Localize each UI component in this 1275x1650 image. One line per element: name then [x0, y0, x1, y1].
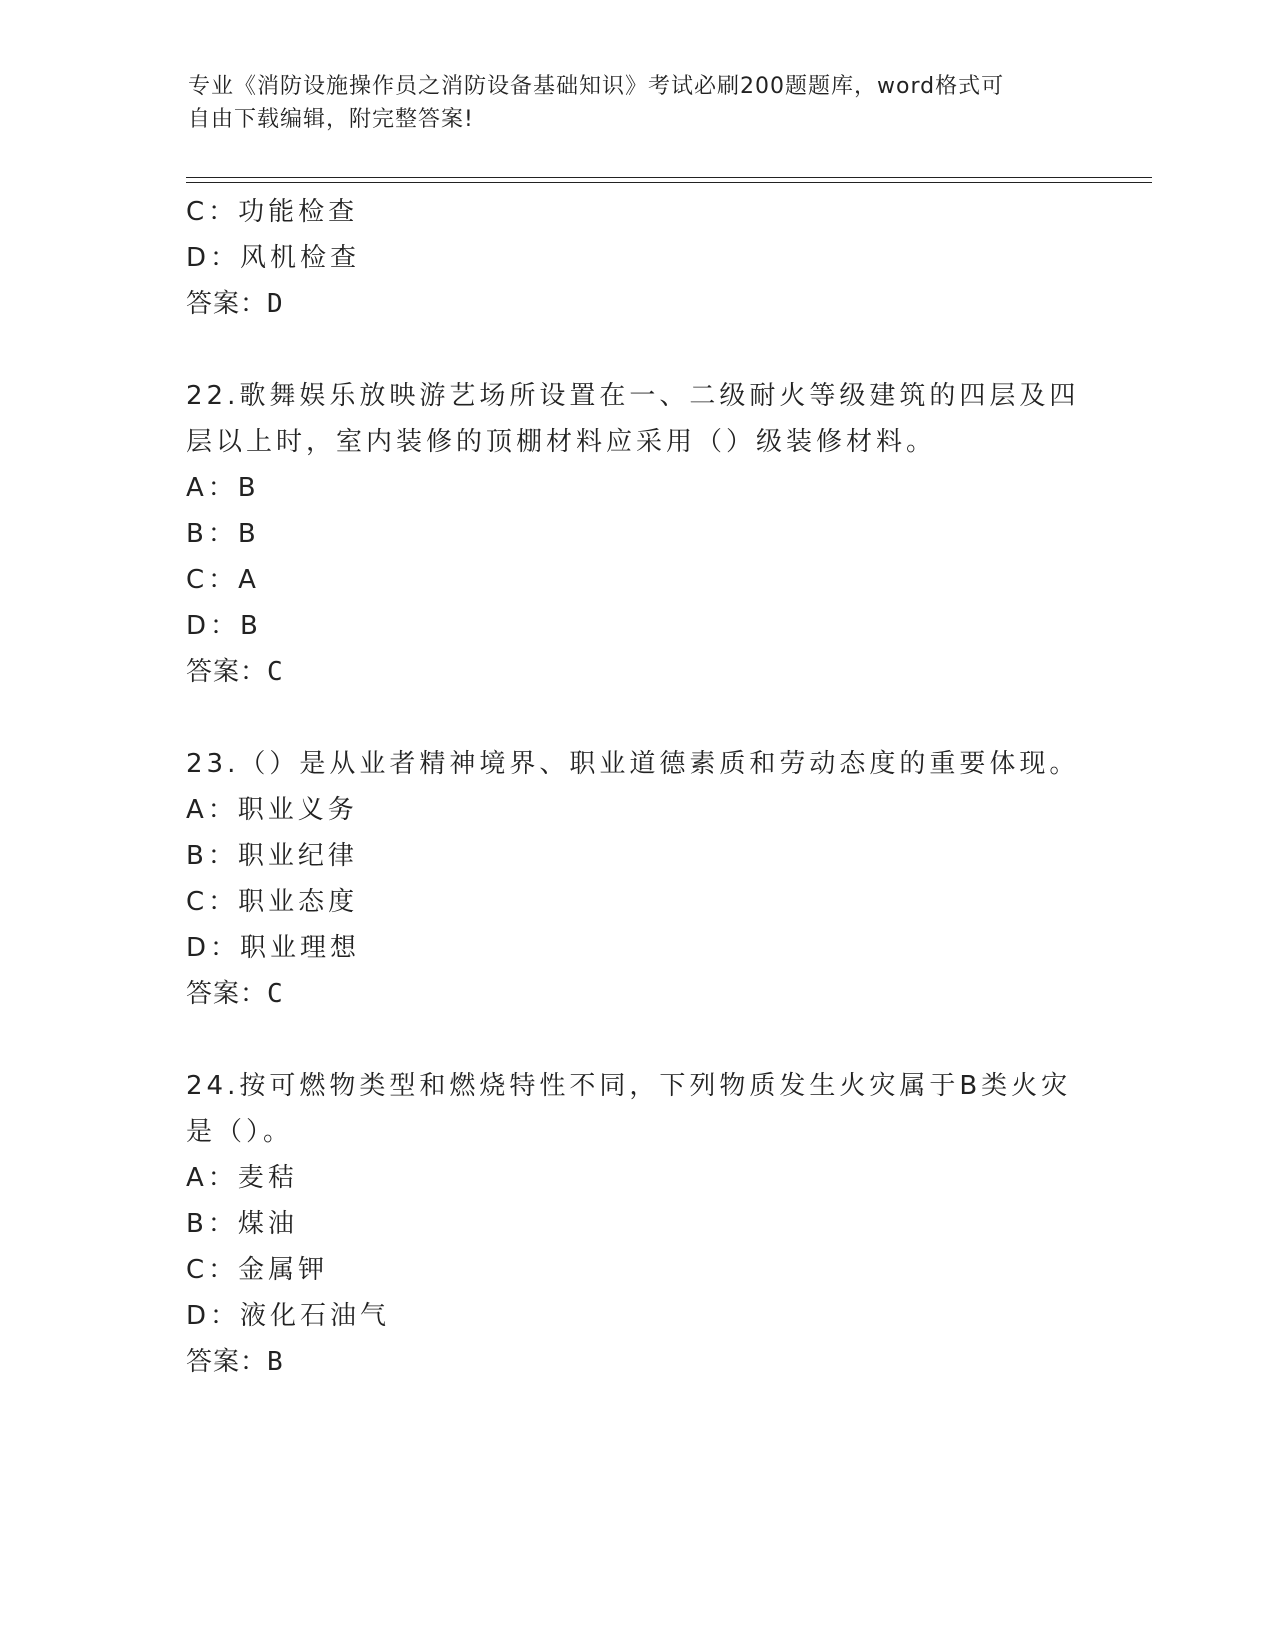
- option-d: D：职业理想: [186, 933, 361, 963]
- question-21-continued: [186, 189, 1086, 327]
- answer-line: 答案：C: [186, 657, 284, 687]
- header-divider-top: [186, 177, 1152, 178]
- answer-line: 答案：B: [186, 1347, 284, 1377]
- option-b: B：B: [186, 519, 260, 549]
- option-c: C：职业态度: [186, 887, 359, 917]
- question-24: [186, 1063, 1086, 1385]
- question-23: [186, 741, 1086, 1017]
- option-a: A：麦秸: [186, 1163, 298, 1193]
- option-d: D：B: [186, 611, 262, 641]
- option-c: C：功能检查: [186, 197, 359, 227]
- question-list: [186, 189, 1086, 1385]
- option-a: A：B: [186, 473, 260, 503]
- header-line-1: 专业《消防设施操作员之消防设备基础知识》考试必刷200题题库，word格式可: [188, 74, 1005, 99]
- document-header: [188, 70, 1088, 136]
- option-b: B：煤油: [186, 1209, 298, 1239]
- question-stem: 23.（）是从业者精神境界、职业道德素质和劳动态度的重要体现。: [186, 749, 1080, 779]
- option-c: C：A: [186, 565, 260, 595]
- header-divider-bottom: [186, 182, 1152, 183]
- question-stem: 24.按可燃物类型和燃烧特性不同，下列物质发生火灾属于B类火灾是（）。: [186, 1071, 1072, 1147]
- option-d: D：风机检查: [186, 243, 361, 273]
- answer-line: 答案：D: [186, 289, 284, 319]
- answer-line: 答案：C: [186, 979, 284, 1009]
- option-c: C：金属钾: [186, 1255, 329, 1285]
- option-d: D：液化石油气: [186, 1301, 391, 1331]
- question-stem: 22.歌舞娱乐放映游艺场所设置在一、二级耐火等级建筑的四层及四层以上时，室内装修的顶棚材料应采用（）级装修材料。: [186, 381, 1080, 457]
- header-line-2: 自由下载编辑，附完整答案!: [188, 107, 474, 132]
- question-22: [186, 373, 1086, 695]
- option-a: A：职业义务: [186, 795, 358, 825]
- option-b: B：职业纪律: [186, 841, 358, 871]
